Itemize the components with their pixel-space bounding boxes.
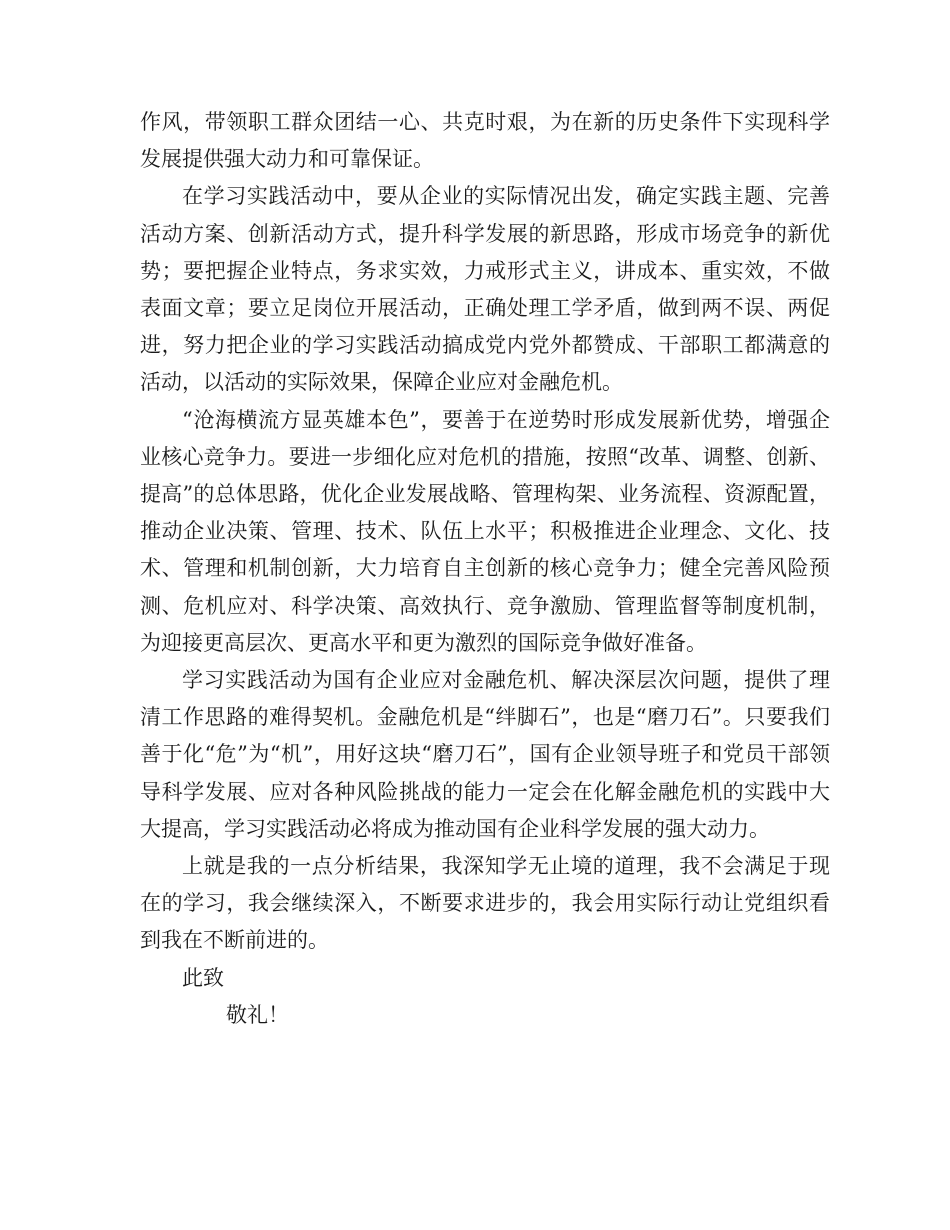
paragraph-conclusion: 上就是我的一点分析结果，我深知学无止境的道理，我不会满足于现在的学习，我会继续深入，不断要求进步的，我会用实际行动让党组织看到我在不断前进的。 (140, 854, 830, 953)
letter-closing: 此致 (182, 965, 224, 990)
paragraph-financial-crisis: 学习实践活动为国有企业应对金融危机、解决深层次问题，提供了理清工作思路的难得契机。金融危机是“绊脚石”，也是“磨刀石”。只要我们善于化“危”为“机”，用好这块“磨刀石”，国有企业领导班子和党员干部领导科学发展、应对各种风险挑战的能力一定会在化解金融危机的实践中大大提高，学习实践活动必将成为推动国有企业科学发展的强大动力。 (140, 668, 830, 841)
paragraph-practice-activity: 在学习实践活动中，要从企业的实际情况出发，确定实践主题、完善活动方案、创新活动方式，提升科学发展的新思路，形成市场竞争的新优势；要把握企业特点，务求实效，力戒形式主义，讲成本、重实效，不做表面文章；要立足岗位开展活动，正确处理工学矛盾，做到两不误、两促进，努力把企业的学习实践活动搞成党内党外都赞成、干部职工都满意的活动，以活动的实际效果，保障企业应对金融危机。 (140, 184, 830, 395)
letter-body (140, 104, 830, 1034)
letter-salutation: 敬礼！ (226, 1002, 289, 1027)
paragraph-continuation: 作风，带领职工群众团结一心、共克时艰，为在新的历史条件下实现科学发展提供强大动力和可靠保证。 (140, 110, 830, 172)
paragraph-competitiveness: “沧海横流方显英雄本色”，要善于在逆势时形成发展新优势，增强企业核心竞争力。要进一步细化应对危机的措施，按照“改革、调整、创新、提高”的总体思路，优化企业发展战略、管理构架、业务流程、资源配置，推动企业决策、管理、技术、队伍上水平；积极推进企业理念、文化、技术、管理和机制创新，大力培育自主创新的核心竞争力；健全完善风险预测、危机应对、科学决策、高效执行、竞争激励、管理监督等制度机制，为迎接更高层次、更高水平和更为激烈的国际竞争做好准备。 (140, 407, 830, 655)
